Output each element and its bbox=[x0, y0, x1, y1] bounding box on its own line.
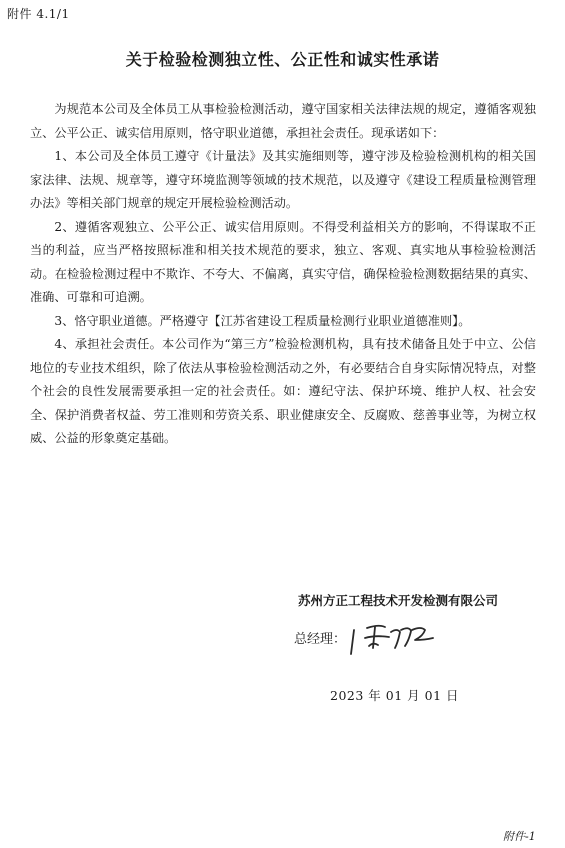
paragraph-item-3: 3、恪守职业道德。严格遵守【江苏省建设工程质量检测行业职业道德准则】。 bbox=[54, 313, 471, 328]
document-body bbox=[30, 98, 536, 451]
attachment-label-top: 附件 4.1/1 bbox=[7, 7, 70, 21]
general-manager-label: 总经理： bbox=[294, 632, 347, 647]
paragraph-item-2: 2、遵循客观独立、公平公正、诚实信用原则。不得受利益相关方的影响，不得谋取不正当的利益，应当严格按照标准和相关技术规范的要求，独立、客观、真实地从事检验检测活动。在检验检测过程中不欺诈、不夸大、不偏离，真实守信，确保检验检测数据结果的真实、准确、可靠和可追溯。 bbox=[30, 219, 536, 304]
paragraph-item-1: 1、本公司及全体员工遵守《计量法》及其实施细则等，遵守涉及检验检测机构的相关国家法律、法规、规章等，遵守环境监测等领域的技术规范，以及遵守《建设工程质量检测管理办法》等相关部门规章的规定开展检验检测活动。 bbox=[30, 149, 536, 210]
company-name: 苏州方正工程技术开发检测有限公司 bbox=[298, 593, 499, 608]
paragraph-intro: 为规范本公司及全体员工从事检验检测活动，遵守国家相关法律法规的规定，遵循客观独立、公平公正、诚实信用原则，恪守职业道德，承担社会责任。现承诺如下： bbox=[30, 102, 536, 140]
paragraph-item-4: 4、承担社会责任。本公司作为“第三方”检验检测机构，具有技术储备且处于中立、公信地位的专业技术组织，除了依法从事检验检测活动之外，有必要结合自身实际情况特点，对整个社会的良性发展需要承担一定的社会责任。如：遵纪守法、保护环境、维护人权、社会安全、保护消费者权益、劳工准则和劳资关系、职业健康安全、反腐败、慈善事业等，为树立权威、公益的形象奠定基础。 bbox=[30, 337, 536, 445]
handwritten-signature bbox=[345, 618, 440, 658]
document-date: 2023 年 01 月 01 日 bbox=[330, 688, 459, 703]
document-title: 关于检验检测独立性、公正性和诚实性承诺 bbox=[125, 50, 440, 69]
attachment-label-bottom: 附件-1 bbox=[503, 830, 536, 843]
